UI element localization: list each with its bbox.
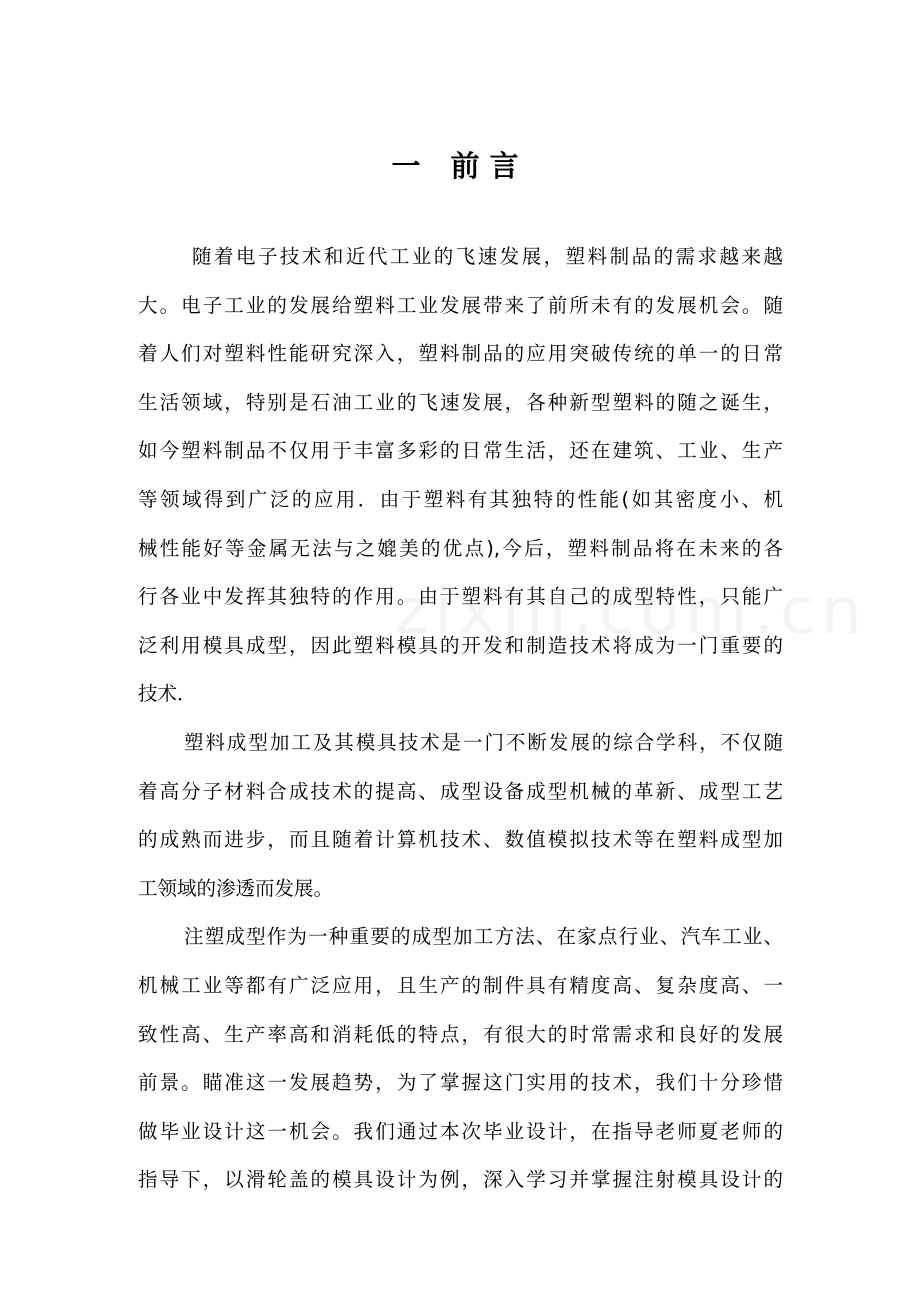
body-text (138, 233, 783, 1205)
paragraph-3-line-1: 注塑成型作为一种重要的成型加工方法、在家点行业、汽车工业、 (184, 925, 783, 949)
paragraph-3-line-6: 指导下，以滑轮盖的模具设计为例，深入学习并掌握注射模具设计的 (138, 1168, 783, 1192)
paragraph-2-line-2: 着高分子材料合成技术的提高、成型设备成型机械的革新、成型工艺 (138, 779, 783, 803)
paragraph-3-line-4: 前景。瞄准这一发展趋势，为了掌握这门实用的技术，我们十分珍惜 (138, 1071, 783, 1095)
paragraph-1-line-6: 等领域得到广泛的应用．由于塑料有其独特的性能(如其密度小、机 (138, 487, 783, 511)
paragraph-1-line-3: 着人们对塑料性能研究深入，塑料制品的应用突破传统的单一的日常 (138, 342, 783, 366)
paragraph-3-line-2: 机械工业等都有广泛应用，且生产的制件具有精度高、复杂度高、一 (138, 973, 783, 997)
paragraph-1-line-4: 生活领域，特别是石油工业的飞速发展，各种新型塑料的随之诞生， (138, 390, 783, 414)
paragraph-1-line-5: 如今塑料制品不仅用于丰富多彩的日常生活，还在建筑、工业、生产 (138, 439, 783, 463)
paragraph-1-line-1: 随着电子技术和近代工业的飞速发展，塑料制品的需求越来越 (192, 245, 783, 268)
paragraph-2-line-4: 工领域的渗透而发展。 (138, 876, 334, 900)
paragraph-1-line-9: 泛利用模具成型，因此塑料模具的开发和制造技术将成为一门重要的 (138, 633, 783, 657)
paragraph-2-line-3: 的成熟而进步，而且随着计算机技术、数值模拟技术等在塑料成型加 (138, 828, 783, 852)
paragraph-3-line-5: 做毕业设计这一机会。我们通过本次毕业设计，在指导老师夏老师的 (138, 1119, 783, 1143)
paragraph-1-line-8: 行各业中发挥其独特的作用。由于塑料有其自己的成型特性，只能广 (138, 585, 783, 609)
paragraph-1-line-2: 大。电子工业的发展给塑料工业发展带来了前所未有的发展机会。随 (138, 293, 783, 317)
paragraph-1-line-7: 械性能好等金属无法与之媲美的优点),今后，塑料制品将在未来的各 (138, 536, 783, 560)
paragraph-3-line-3: 致性高、生产率高和消耗低的特点，有很大的时常需求和良好的发展 (138, 1022, 783, 1046)
section-title: 一 前言 (391, 149, 529, 183)
paragraph-1-line-10: 技术． (138, 682, 197, 706)
paragraph-2-line-1: 塑料成型加工及其模具技术是一门不断发展的综合学科，不仅随 (184, 730, 783, 754)
